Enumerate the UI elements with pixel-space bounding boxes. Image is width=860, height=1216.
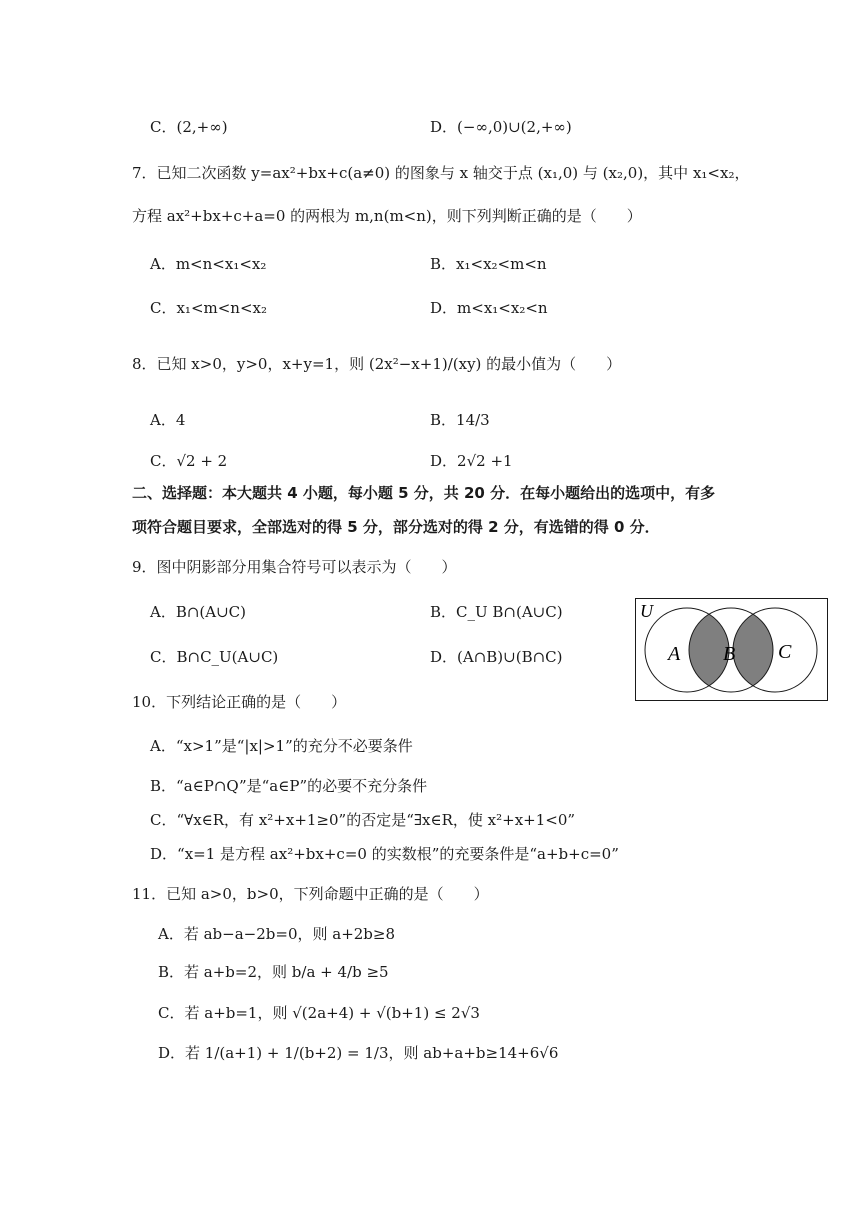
q9-option-b: B．C_U B∩(A∪C): [430, 603, 563, 621]
label-u: U: [640, 601, 653, 621]
q11-option-d: D．若 1/(a+1) + 1/(b+2) = 1/3，则 ab+a+b≥14+6√6: [158, 1044, 559, 1062]
q7-stem-line2: 方程 ax²+bx+c+a=0 的两根为 m,n(m<n)，则下列判断正确的是（ ）: [132, 207, 642, 225]
q9-option-d: D．(A∩B)∪(B∩C): [430, 648, 563, 666]
q7-option-b: B．x₁<x₂<m<n: [430, 255, 547, 273]
q8-option-d: D．2√2 +1: [430, 452, 513, 470]
q10-option-c: C．“∀x∈R，有 x²+x+1≥0”的否定是“∃x∈R，使 x²+x+1<0”: [150, 811, 576, 829]
q11-stem: 11．已知 a>0，b>0，下列命题中正确的是（ ）: [132, 885, 489, 903]
label-a: A: [668, 643, 681, 665]
q11-option-a: A．若 ab−a−2b=0，则 a+2b≥8: [158, 925, 396, 943]
venn-diagram: [635, 598, 829, 702]
q11-option-b: B．若 a+b=2，则 b/a + 4/b ≥5: [158, 963, 389, 981]
q6-option-d: D．(−∞,0)∪(2,+∞): [430, 118, 572, 136]
q8-option-c: C．√2 + 2: [150, 452, 228, 470]
q9-stem: 9．图中阴影部分用集合符号可以表示为（ ）: [132, 558, 457, 576]
q11-option-c: C．若 a+b=1，则 √(2a+4) + √(b+1) ≤ 2√3: [158, 1004, 480, 1022]
q7-option-a: A．m<n<x₁<x₂: [150, 255, 267, 273]
section2-heading-line2: 项符合题目要求，全部选对的得 5 分，部分选对的得 2 分，有选错的得 0 分．: [132, 518, 660, 536]
q9-option-c: C．B∩C_U(A∪C): [150, 648, 279, 666]
q8-option-b: B．14/3: [430, 411, 490, 429]
q7-stem-line1: 7．已知二次函数 y=ax²+bx+c(a≠0) 的图象与 x 轴交于点 (x₁,0) 与 (x₂,0)，其中 x₁<x₂，: [132, 164, 750, 182]
q9-option-a: A．B∩(A∪C): [150, 603, 247, 621]
q7-option-d: D．m<x₁<x₂<n: [430, 299, 548, 317]
label-c: C: [778, 641, 792, 663]
q6-option-c: C．(2,+∞): [150, 118, 228, 136]
q8-option-a: A．4: [150, 411, 186, 429]
q8-stem: 8．已知 x>0，y>0，x+y=1，则 (2x²−x+1)/(xy) 的最小值为（ ）: [132, 355, 622, 373]
label-b: B: [723, 643, 736, 665]
q10-option-d: D．“x=1 是方程 ax²+bx+c=0 的实数根”的充要条件是“a+b+c=0”: [150, 845, 619, 863]
q10-option-a: A．“x>1”是“|x|>1”的充分不必要条件: [150, 737, 413, 755]
q10-stem: 10．下列结论正确的是（ ）: [132, 693, 347, 711]
section2-heading-line1: 二、选择题：本大题共 4 小题，每小题 5 分，共 20 分．在每小题给出的选项中，有多: [132, 484, 716, 502]
q10-option-b: B．“a∈P∩Q”是“a∈P”的必要不充分条件: [150, 777, 428, 795]
q7-option-c: C．x₁<m<n<x₂: [150, 299, 268, 317]
